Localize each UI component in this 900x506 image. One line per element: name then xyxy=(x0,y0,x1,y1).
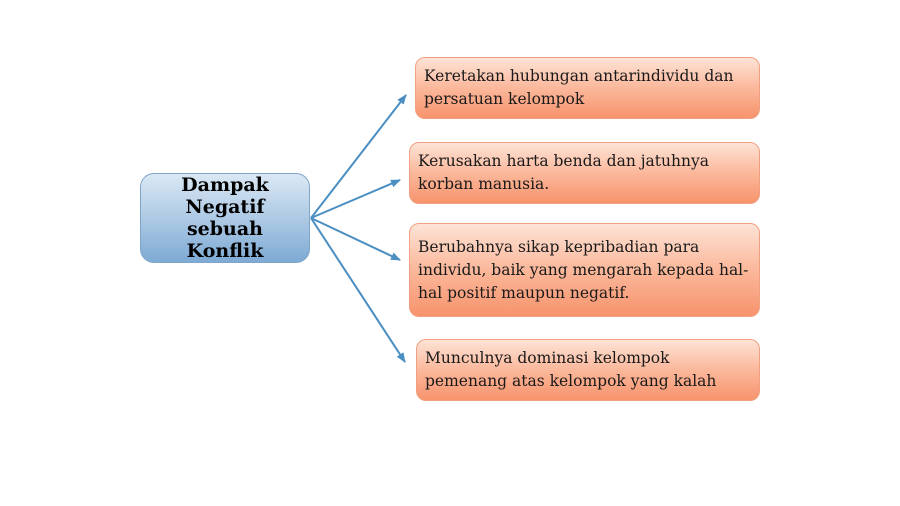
impact-item-text: Berubahnya sikap kepribadian para individu, baik yang mengarah kepada hal-hal positif maupun negatif. xyxy=(418,237,749,302)
impact-item-text: Kerusakan harta benda dan jatuhnya korban manusia. xyxy=(418,152,709,193)
impact-item-text: Keretakan hubungan antarindividu dan persatuan kelompok xyxy=(424,67,734,108)
center-node xyxy=(140,173,310,263)
impact-item-text: Munculnya dominasi kelompok pemenang atas kelompok yang kalah xyxy=(425,349,717,390)
arrow-to-item-2 xyxy=(311,180,400,218)
arrow-to-item-1 xyxy=(311,95,406,218)
impact-item-1 xyxy=(415,57,760,119)
center-node-label: Dampak Negatif sebuah Konflik xyxy=(181,174,269,262)
impact-item-4 xyxy=(416,339,760,401)
impact-item-2 xyxy=(409,142,760,204)
impact-item-3 xyxy=(409,223,760,317)
